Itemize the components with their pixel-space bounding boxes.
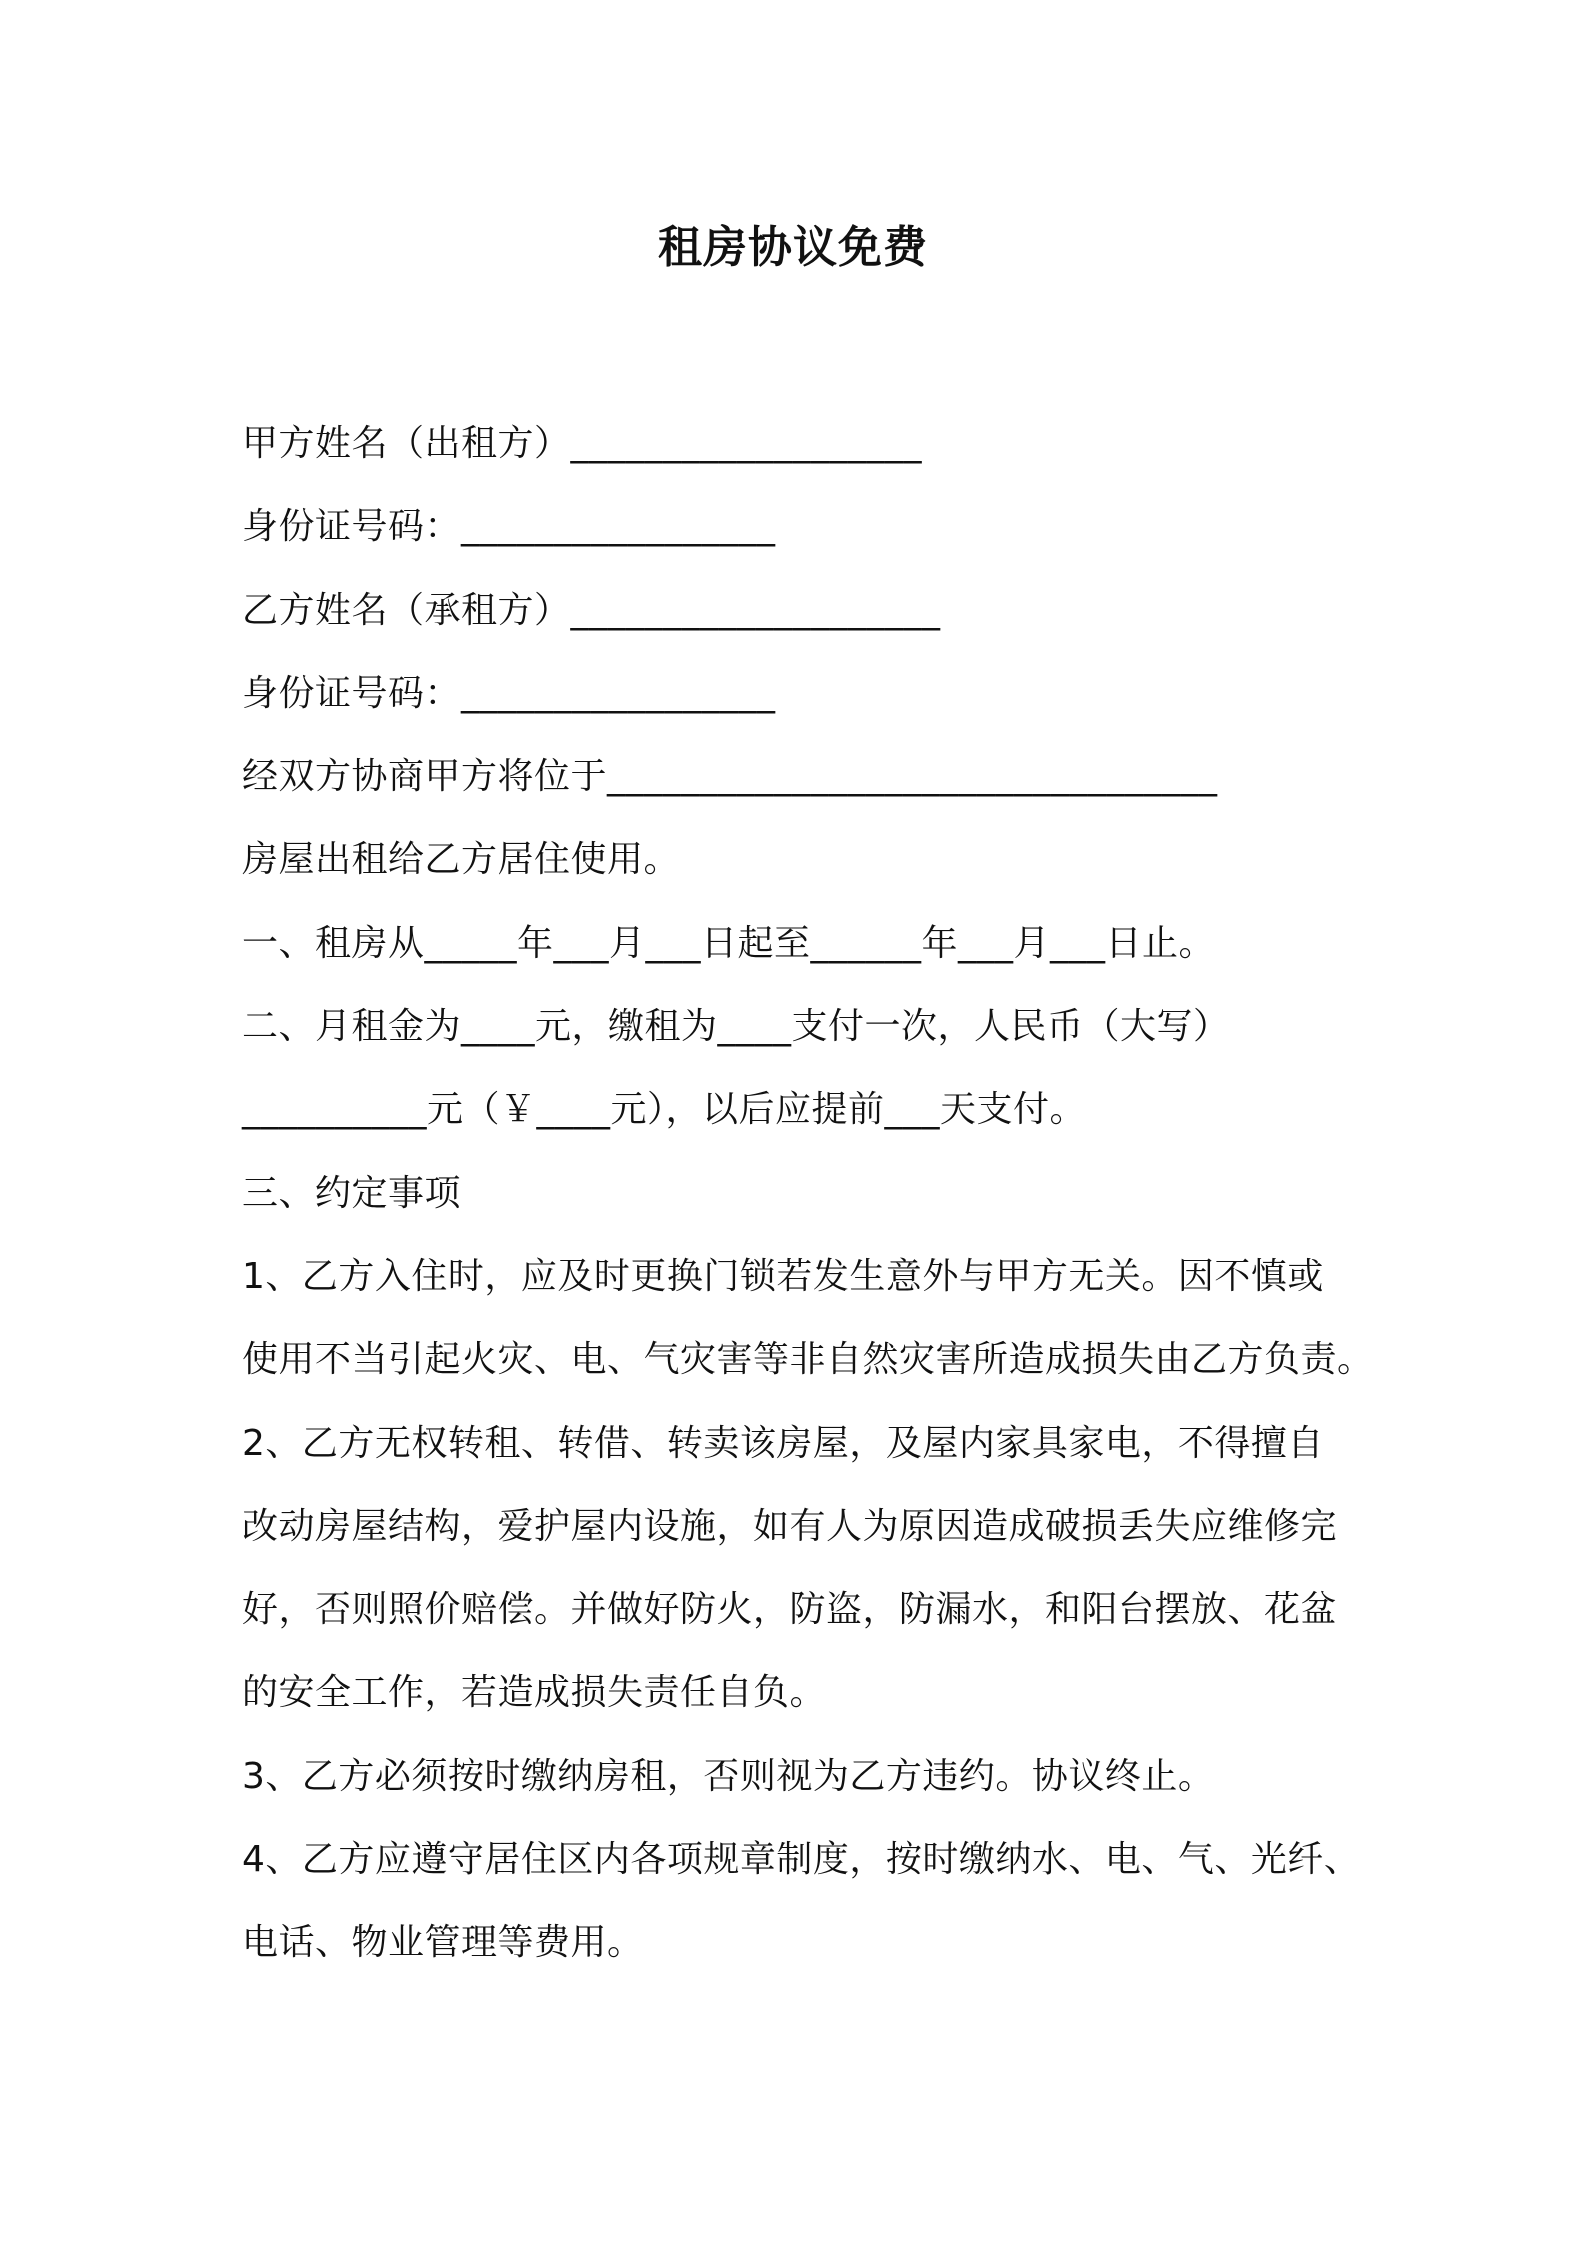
- landlord-name-line: 甲方姓名（出租方）___________________: [242, 423, 923, 464]
- clause-4-line-1: 4、乙方应遵守居住区内各项规章制度，按时缴纳水、电、气、光纤、: [242, 1839, 1361, 1881]
- clause-2-line-2: 改动房屋结构，爱护屋内设施，如有人为原因造成破损丢失应维修完: [242, 1505, 1338, 1547]
- clause-1-line-1: 1、乙方入住时，应及时更换门锁若发生意外与甲方无关。因不慎或: [242, 1255, 1324, 1297]
- rent-payment-line: __________元（￥____元），以后应提前___天支付。: [242, 1089, 1087, 1131]
- document-title: 租房协议免费: [658, 222, 928, 273]
- landlord-id-line: 身份证号码：_________________: [242, 506, 776, 548]
- property-location-line: 经双方协商甲方将位于_________________________________: [242, 756, 1218, 798]
- clause-2-line-3: 好，否则照价赔偿。并做好防火，防盗，防漏水，和阳台摆放、花盆: [242, 1589, 1338, 1631]
- clause-2-line-1: 2、乙方无权转租、转借、转卖该房屋，及屋内家具家电，不得擅自: [242, 1422, 1324, 1464]
- tenant-name-line: 乙方姓名（承租方）____________________: [242, 589, 941, 631]
- property-usage-line: 房屋出租给乙方居住使用。: [242, 839, 681, 881]
- lease-term-line: 一、租房从_____年___月___日起至______年___月___日止。: [242, 922, 1216, 964]
- clause-4-line-2: 电话、物业管理等费用。: [242, 1922, 644, 1964]
- tenant-id-line: 身份证号码：_________________: [242, 672, 776, 714]
- rent-amount-line: 二、月租金为____元，缴租为____支付一次，人民币（大写）: [242, 1006, 1230, 1048]
- terms-heading: 三、约定事项: [242, 1172, 462, 1214]
- clause-3-line-1: 3、乙方必须按时缴纳房租，否则视为乙方违约。协议终止。: [242, 1755, 1215, 1797]
- document-body: [242, 402, 1392, 1985]
- clause-2-line-4: 的安全工作，若造成损失责任自负。: [242, 1672, 827, 1714]
- clause-1-line-2: 使用不当引起火灾、电、气灾害等非自然灾害所造成损失由乙方负责。: [242, 1339, 1374, 1381]
